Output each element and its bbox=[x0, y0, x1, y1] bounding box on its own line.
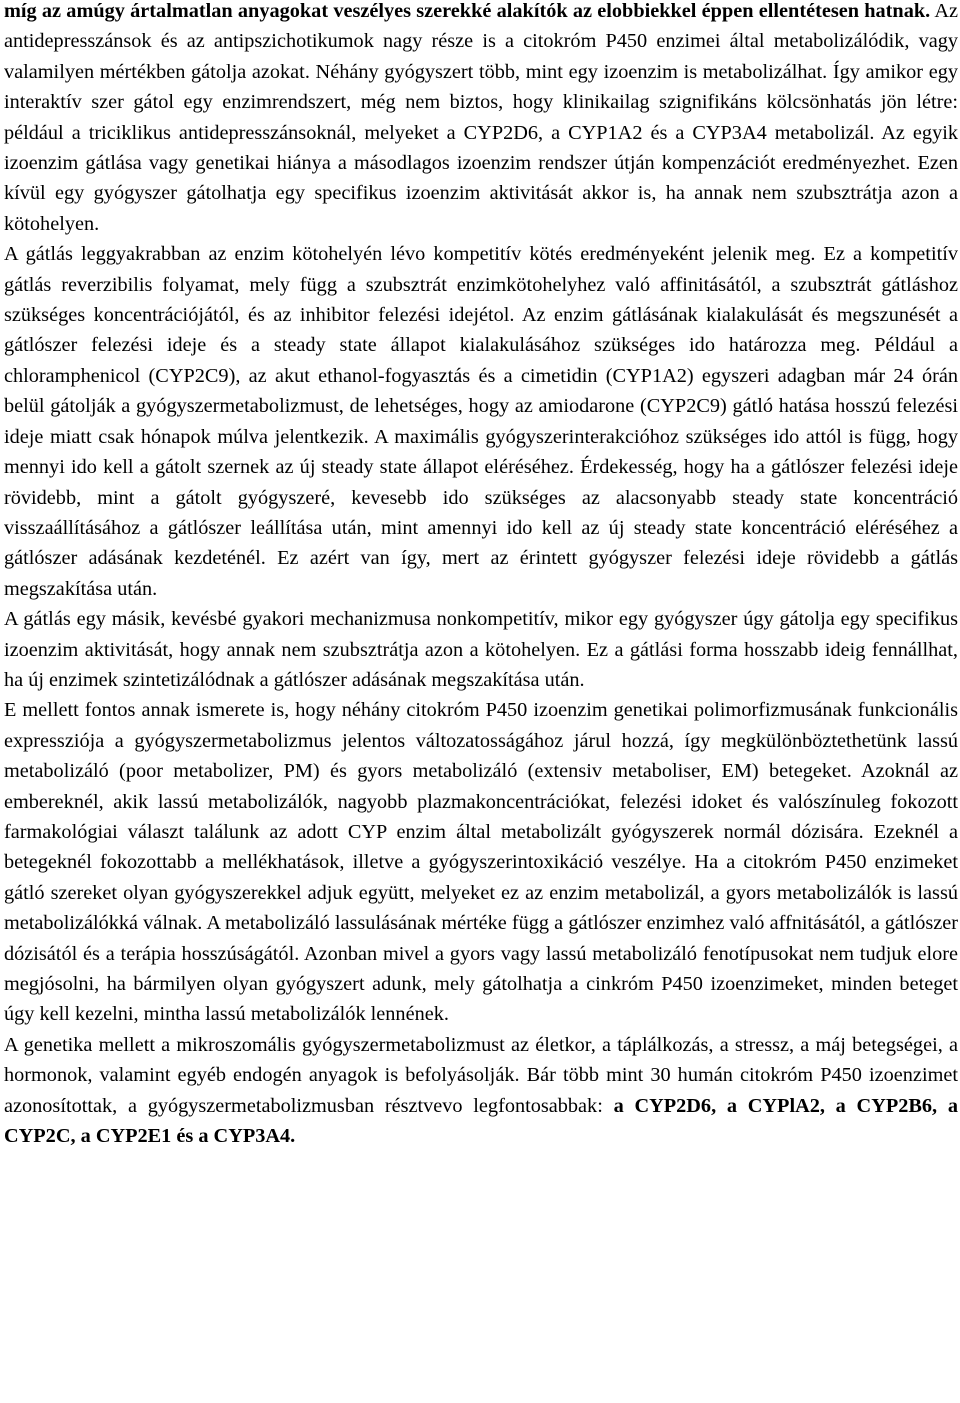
paragraph-3 bbox=[4, 604, 958, 695]
document-page bbox=[4, 0, 958, 1151]
paragraph-2-body: A gátlás leggyakrabban az enzim kötohelyén lévo kompetitív kötés eredményeként jelenik meg. Ez a kompetitív gátlás reverzibilis folyamat, mely függ a szubsztrát enzimkötohelyhez való affinitásától, a szubsztrát gátláshoz szükséges koncentrációjától, és az inhibitor felezési idejétol. Az enzim gátlásának kialakulását és megszunését a gátlószer felezési ideje és a steady state állapot kialakulásához szükséges ido határozza meg. Például a chloramphenicol (CYP2C9), az akut ethanol-fogyasztás és a cimetidin (CYP1A2) egyszeri adagban már 24 órán belül gátolják a gyógyszermetabolizmust, de lehetséges, hogy az amiodarone (CYP2C9) gátló hatása hosszú felezési ideje miatt csak hónapok múlva jelentkezik. A maximális gyógyszerinterakcióhoz szükséges ido attól is függ, hogy mennyi ido kell a gátolt szernek az új steady state állapot eléréséhez. Érdekesség, hogy ha a gátlószer felezési ideje rövidebb, mint a gátolt gyógyszeré, kevesebb ido szükséges az alacsonyabb steady state koncentráció visszaállításához a gátlószer leállítása után, mint amennyi ido kell az új steady state koncentráció eléréséhez a gátlószer adásának kezdeténél. Ez azért van így, mert az érintett gyógyszer felezési ideje rövidebb a gátlás megszakítása után. bbox=[4, 243, 958, 600]
paragraph-5 bbox=[4, 1030, 958, 1152]
paragraph-4-body: E mellett fontos annak ismerete is, hogy néhány citokróm P450 izoenzim genetikai polimorfizmusának funkcionális expressziója a gyógyszermetabolizmus jelentos változatosságához járul hozzá, így megkülönböztethetünk lassú metabolizáló (poor metabolizer, PM) és gyors metabolizáló (extensiv metaboliser, EM) betegeket. Azoknál az embereknél, akik lassú metabolizálók, nagyobb plazmakoncentrációkat, felezési idoket és valószínuleg fokozott farmakológiai választ találunk az adott CYP enzim által metabolizált gyógyszerek normál dózisára. Ezeknél a betegeknél fokozottabb a mellékhatások, illetve a gyógyszerintoxikáció veszélye. Ha a citokróm P450 enzimeket gátló szereket olyan gyógyszerekkel adjuk együtt, melyeket ez az enzim metabolizál, a gyors metabolizálók is lassú metabolizálókká válnak. A metabolizáló lassulásának mértéke függ a gátlószer enzimhez való affnitásától, a gátlószer dózisától és a terápia hosszúságától. Azonban mivel a gyors vagy lassú metabolizáló fenotípusokat nem tudjuk elore megjósolni, ha bármilyen olyan gyógyszert adunk, mely gátolhatja a cinkróm P450 izoenzimeket, minden beteget úgy kell kezelni, mintha lassú metabolizálók lennének. bbox=[4, 699, 958, 1026]
paragraph-3-body: A gátlás egy másik, kevésbé gyakori mechanizmusa nonkompetitív, mikor egy gyógyszer úgy gátolja egy specifikus izoenzim aktivitását, hogy annak nem szubsztrátja azon a kötohelyen. Ez a gátlási forma hosszabb ideig fennállhat, ha új enzimek szintetizálódnak a gátlószer adásának megszakítása után. bbox=[4, 608, 958, 691]
paragraph-2 bbox=[4, 239, 958, 604]
paragraph-1-body: Az antidepresszánsok és az antipszichotikumok nagy része is a citokróm P450 enzimei által metabolizálódik, vagy valamilyen mértékben gátolja azokat. Néhány gyógyszert több, mint egy izoenzim is metabolizálhat. Így amikor egy interaktív szer gátol egy enzimrendszert, még nem biztos, hogy klinikailag szignifikáns kölcsönhatás jön létre: például a triciklikus antidepresszánsoknál, melyeket a CYP2D6, a CYP1A2 és a CYP3A4 metabolizál. Az egyik izoenzim gátlása vagy genetikai hiánya a másodlagos izoenzim rendszer útján kompenzációt eredményezhet. Ezen kívül egy gyógyszer gátolhatja egy specifikus izoenzim aktivitását akkor is, ha annak nem szubsztrátja azon a kötohelyen. bbox=[4, 0, 958, 235]
paragraph-5-body: A genetika mellett a mikroszomális gyógyszermetabolizmust az életkor, a táplálkozás, a stressz, a máj betegségei, a hormonok, valamint egyéb endogén anyagok is befolyásolják. Bár több mint 30 humán citokróm P450 izoenzimet azonosítottak, a gyógyszermetabolizmusban résztvevo legfontosabbak: bbox=[4, 1033, 958, 1117]
paragraph-4 bbox=[4, 695, 958, 1029]
paragraph-1-bold-lead: míg az amúgy ártalmatlan anyagokat veszélyes szerekké alakítók az elobbiekkel éppen ellentétesen hatnak. bbox=[4, 0, 931, 22]
paragraph-5-bold-enzyme-list: a CYP2D6, a CYPlA2, a CYP2B6, a CYP2C, a CYP2E1 és a CYP3A4. bbox=[4, 1094, 958, 1148]
paragraph-1 bbox=[4, 0, 958, 239]
